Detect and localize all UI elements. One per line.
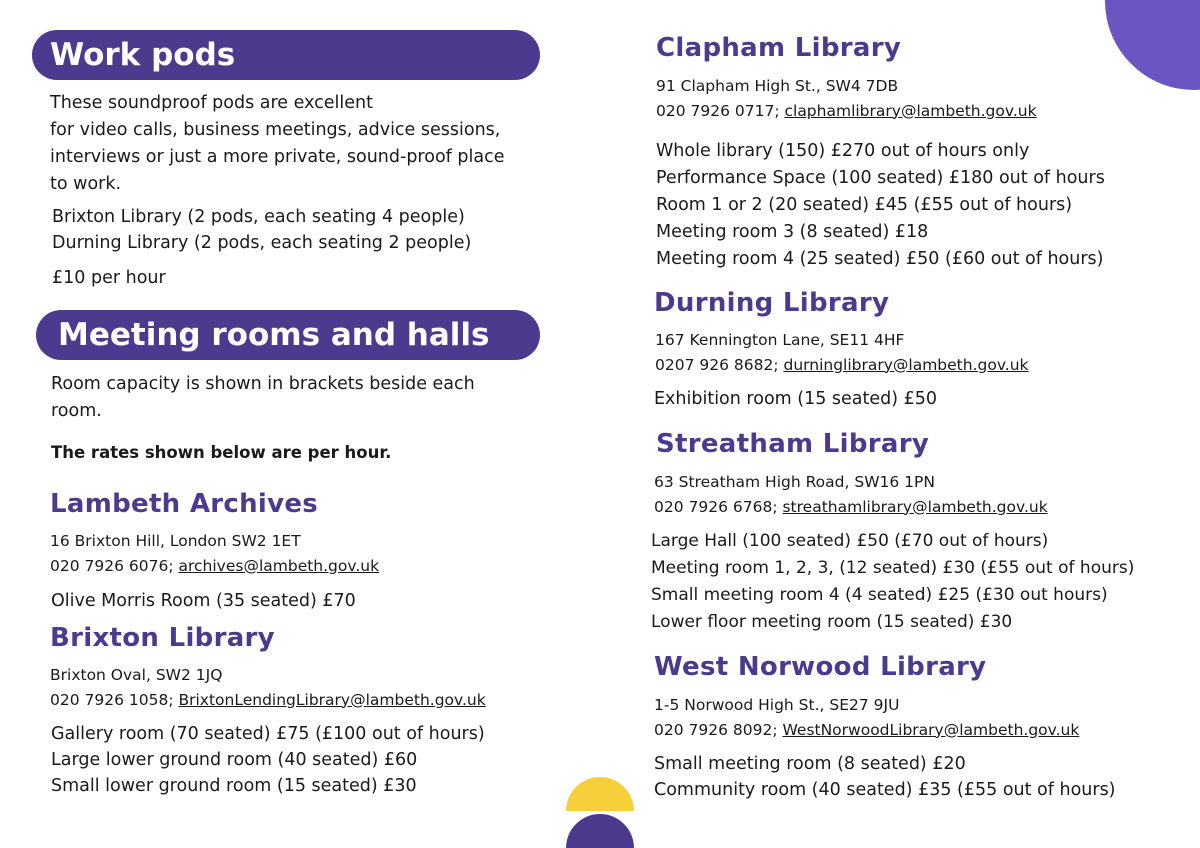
address: Brixton Oval, SW2 1JQ [50, 666, 223, 684]
room-item: Performance Space (100 seated) £180 out of hours [656, 168, 1105, 188]
lambeth-archives-rooms [51, 588, 356, 614]
durning-library-contact [655, 328, 1029, 377]
room-item: Meeting room 4 (25 seated) £50 (£60 out of hours) [656, 249, 1104, 269]
room-item: Large Hall (100 seated) £50 (£70 out of hours) [651, 531, 1049, 551]
phone-email-line [654, 718, 1079, 743]
streatham-library-contact [654, 470, 1048, 519]
phone-email-line [654, 495, 1048, 520]
phone: 020 7926 8092; [654, 720, 783, 739]
room-item: Meeting room 1, 2, 3, (12 seated) £30 (£55 out of hours) [651, 558, 1135, 578]
west-norwood-library-title: West Norwood Library [654, 652, 987, 682]
streatham-library-title: Streatham Library [656, 429, 930, 459]
phone: 020 7926 1058; [50, 690, 179, 709]
intro-line: room. [51, 401, 102, 421]
address: 91 Clapham High St., SW4 7DB [656, 77, 899, 95]
room-item: Meeting room 3 (8 seated) £18 [656, 222, 929, 242]
brixton-library-title: Brixton Library [50, 623, 275, 653]
work-pods-locations [52, 204, 471, 256]
phone-email-line [655, 353, 1029, 378]
room-item: Small lower ground room (15 seated) £30 [51, 776, 417, 796]
durning-library-title: Durning Library [654, 288, 890, 318]
phone-email-line [50, 688, 486, 713]
phone-email-line [656, 99, 1037, 124]
email-link[interactable]: BrixtonLendingLibrary@lambeth.gov.uk [178, 690, 486, 709]
email-link[interactable]: archives@lambeth.gov.uk [178, 556, 380, 575]
lambeth-archives-contact [50, 529, 379, 578]
work-pods-price: £10 per hour [52, 268, 166, 288]
brixton-library-contact [50, 663, 486, 712]
brixton-library-rooms [51, 721, 485, 799]
email-link[interactable]: claphamlibrary@lambeth.gov.uk [784, 101, 1037, 120]
phone-email-line [50, 554, 379, 579]
email-link[interactable]: WestNorwoodLibrary@lambeth.gov.uk [782, 720, 1080, 739]
rates-note: The rates shown below are per hour. [51, 443, 392, 462]
description-line: to work. [50, 174, 122, 194]
email-link[interactable]: durninglibrary@lambeth.gov.uk [783, 355, 1029, 374]
meeting-rooms-banner [36, 310, 540, 360]
meeting-rooms-heading: Meeting rooms and halls [58, 317, 490, 353]
room-item: Lower floor meeting room (15 seated) £30 [651, 612, 1013, 632]
room-item: Large lower ground room (40 seated) £60 [51, 750, 418, 770]
work-pods-description [50, 90, 504, 198]
intro-line: Room capacity is shown in brackets beside each [51, 374, 475, 394]
west-norwood-library-contact [654, 693, 1079, 742]
clapham-library-rooms [656, 138, 1105, 273]
phone: 0207 926 8682; [655, 355, 784, 374]
description-line: for video calls, business meetings, advice sessions, [50, 120, 501, 140]
room-item: Community room (40 seated) £35 (£55 out of hours) [654, 780, 1116, 800]
address: 167 Kennington Lane, SE11 4HF [655, 331, 905, 349]
yellow-semicircle-decoration [566, 777, 634, 811]
clapham-library-contact [656, 74, 1037, 123]
durning-library-rooms [654, 386, 937, 412]
room-item: Small meeting room 4 (4 seated) £25 (£30 out hours) [651, 585, 1108, 605]
address: 16 Brixton Hill, London SW2 1ET [50, 532, 301, 550]
west-norwood-library-rooms [654, 751, 1116, 803]
description-line: These soundproof pods are excellent [50, 93, 373, 113]
purple-circle-decoration [566, 814, 634, 848]
room-item: Olive Morris Room (35 seated) £70 [51, 591, 356, 611]
email-link[interactable]: streathamlibrary@lambeth.gov.uk [782, 497, 1048, 516]
room-item: Exhibition room (15 seated) £50 [654, 389, 938, 409]
phone: 020 7926 6768; [654, 497, 783, 516]
phone: 020 7926 6076; [50, 556, 179, 575]
room-item: Small meeting room (8 seated) £20 [654, 754, 966, 774]
work-pods-heading: Work pods [50, 37, 236, 73]
room-item: Whole library (150) £270 out of hours only [656, 141, 1030, 161]
pod-location: Brixton Library (2 pods, each seating 4 people) [52, 207, 465, 227]
meeting-rooms-intro [51, 371, 475, 425]
work-pods-banner [32, 30, 540, 80]
address: 1-5 Norwood High St., SE27 9JU [654, 696, 900, 714]
address: 63 Streatham High Road, SW16 1PN [654, 473, 935, 491]
description-line: interviews or just a more private, sound-proof place [50, 147, 505, 167]
lambeth-archives-title: Lambeth Archives [50, 489, 319, 519]
phone: 020 7926 0717; [656, 101, 785, 120]
corner-circle-decoration [1105, 0, 1200, 90]
room-item: Gallery room (70 seated) £75 (£100 out of hours) [51, 724, 485, 744]
clapham-library-title: Clapham Library [656, 33, 902, 63]
streatham-library-rooms [651, 528, 1134, 636]
pod-location: Durning Library (2 pods, each seating 2 people) [52, 233, 472, 253]
room-item: Room 1 or 2 (20 seated) £45 (£55 out of hours) [656, 195, 1073, 215]
